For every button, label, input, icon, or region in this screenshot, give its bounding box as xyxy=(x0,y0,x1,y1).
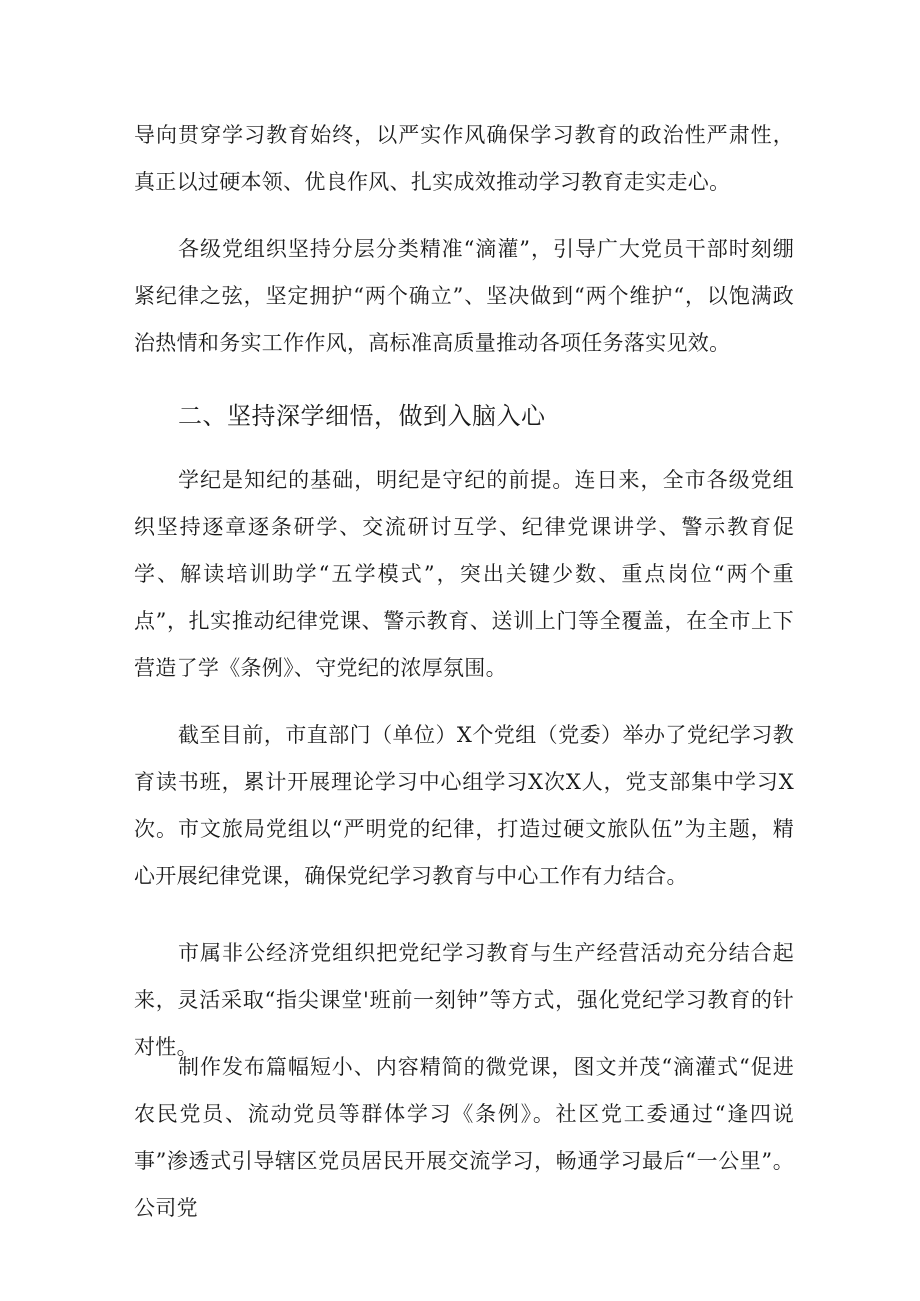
paragraph-continuation: 导向贯穿学习教育始终，以严实作风确保学习教育的政治性严肃性，真正以过硬本领、优良作风、扎实成效推动学习教育走实走心。 xyxy=(134,123,794,194)
paragraph-study-foundation: 学纪是知纪的基础，明纪是守纪的前提。连日来，全市各级党组织坚持逐章逐条研学、交流研讨互学、纪律党课讲学、警示教育促学、解读培训助学“五学模式”，突出关键少数、重点岗位“两个重点”，扎实推动纪律党课、警示教育、送训上门等全覆盖，在全市上下营造了学《条例》、守党纪的浓厚氛围。 xyxy=(134,468,794,680)
paragraph-non-public-economy: 市属非公经济党组织把党纪学习教育与生产经营活动充分结合起来，灵活采取“指尖课堂'班前一刻钟”等方式，强化党纪学习教育的针对性。 xyxy=(134,941,794,1059)
section-heading: 二、坚持深学细悟，做到入脑入心 xyxy=(178,402,546,430)
paragraph-micro-lessons: 制作发布篇幅短小、内容精简的微党课，图文并茂“滴灌式“促进农民党员、流动党员等群体学习《条例》。社区党工委通过“逢四说事”渗透式引导辖区党员居民开展交流学习，畅通学习最后“一公里”。公司党 xyxy=(134,1055,794,1220)
paragraph-discipline: 各级党组织坚持分层分类精准“滴灌”，引导广大党员干部时刻绷紧纪律之弦，坚定拥护“两个确立”、坚决做到“两个维护“，以饱满政治热情和务实工作作风，高标准高质量推动各项任务落实见效。 xyxy=(134,237,794,355)
paragraph-progress-to-date: 截至目前，市直部门（单位）X个党组（党委）举办了党纪学习教育读书班，累计开展理论学习中心组学习X次X人，党支部集中学习X次。市文旅局党组以“严明党的纪律，打造过硬文旅队伍”为主题，精心开展纪律党课，确保党纪学习教育与中心工作有力结合。 xyxy=(134,723,794,888)
